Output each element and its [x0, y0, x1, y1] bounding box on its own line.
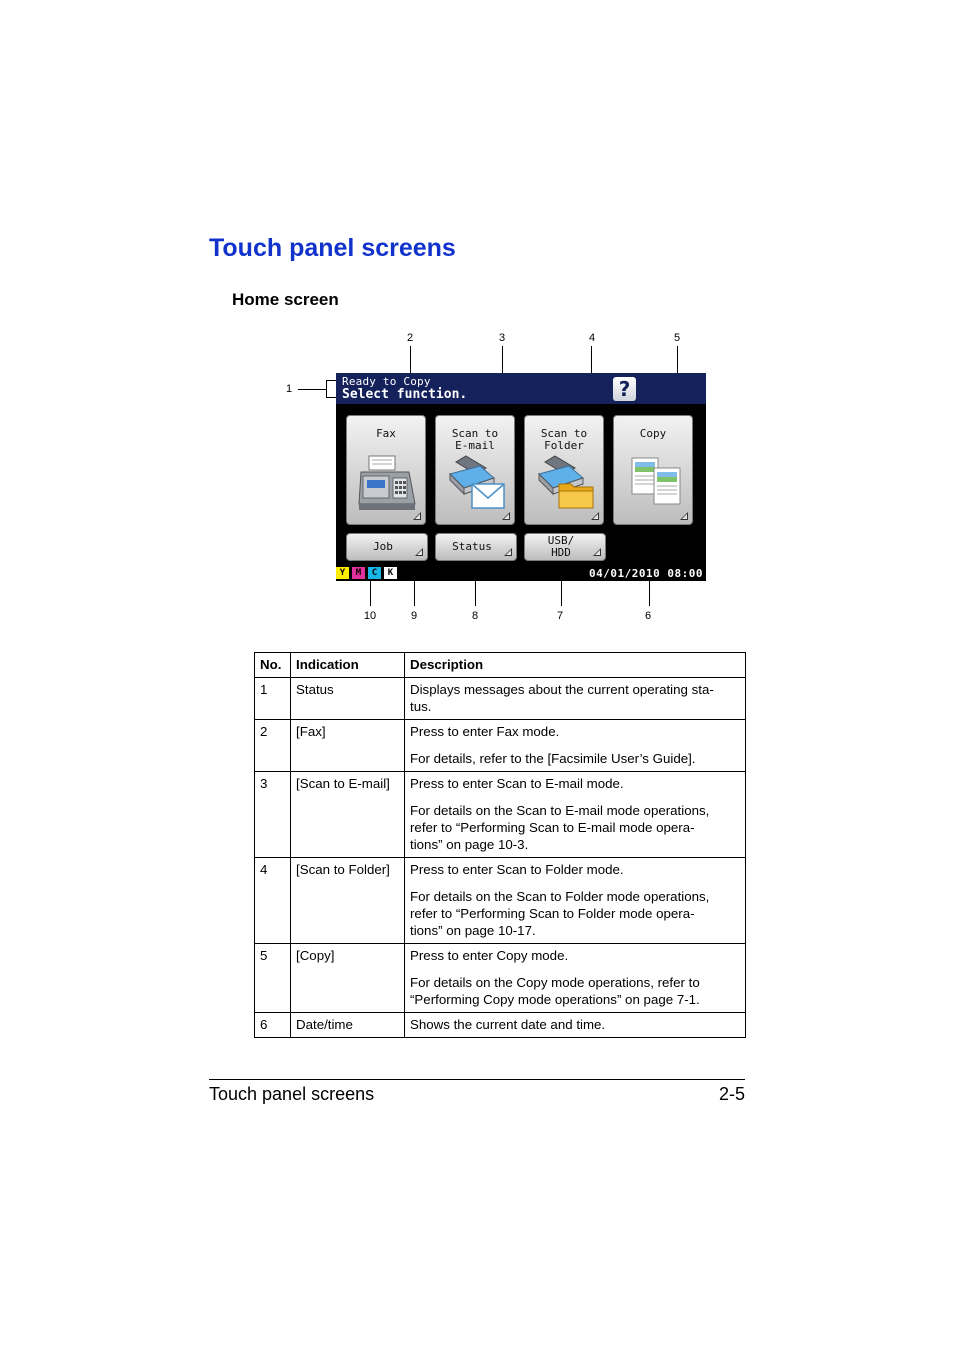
- callout-4: 4: [588, 332, 596, 344]
- table-row: [255, 1013, 746, 1038]
- date-time-display: 04/01/2010 08:00: [589, 567, 703, 580]
- help-button[interactable]: ?: [613, 377, 636, 401]
- usb-hdd-button-label: USB/ HDD: [547, 534, 575, 559]
- description-text: For details on the Copy mode operations, refer to “Performing Copy mode operations” on page 7-1.: [410, 975, 700, 1007]
- scan-to-folder-button[interactable]: [524, 415, 604, 525]
- indication-table: [254, 652, 746, 1038]
- row-description: [405, 944, 746, 1013]
- description-text: For details, refer to the [Facsimile User’s Guide].: [410, 751, 696, 766]
- toner-level-indicator: [336, 567, 400, 581]
- copy-button-label: Copy: [639, 427, 667, 440]
- status-line-1: Ready to Copy: [342, 375, 431, 388]
- fax-machine-icon: [357, 454, 419, 512]
- footer-divider: [209, 1079, 745, 1080]
- scan-to-email-label: Scan to E-mail: [451, 427, 499, 452]
- row-indication: [Scan to Folder]: [291, 858, 405, 944]
- submenu-corner-icon: [502, 512, 510, 520]
- column-header: No.: [255, 653, 291, 678]
- toner-y: Y: [336, 567, 349, 579]
- scanner-folder-icon: [535, 454, 597, 512]
- row-indication: [Scan to E-mail]: [291, 772, 405, 858]
- status-button-label: Status: [452, 540, 492, 553]
- leader-line: [298, 389, 326, 390]
- description-text: For details on the Scan to E-mail mode operations, refer to “Performing Scan to E-mail mode opera- tions” on page 10-3.: [410, 803, 710, 852]
- table-row: [255, 944, 746, 1013]
- touch-panel-screen: [336, 373, 706, 581]
- row-number: 5: [255, 944, 291, 1013]
- row-description: [405, 678, 746, 720]
- submenu-corner-icon: [504, 548, 512, 556]
- scanner-envelope-icon: [446, 454, 508, 512]
- copy-documents-icon: [624, 454, 686, 512]
- page-title: Touch panel screens: [209, 234, 456, 262]
- page-number: 2-5: [718, 1084, 745, 1104]
- callout-5: 5: [673, 332, 681, 344]
- callout-9: 9: [410, 610, 418, 622]
- description-text: Displays messages about the current operating sta- tus.: [410, 682, 714, 714]
- description-text: Press to enter Copy mode.: [410, 948, 569, 963]
- copy-button[interactable]: [613, 415, 693, 525]
- job-button-label: Job: [373, 540, 393, 553]
- table-row: [255, 772, 746, 858]
- callout-1: 1: [285, 383, 293, 395]
- fax-button[interactable]: [346, 415, 426, 525]
- fax-button-label: Fax: [376, 427, 396, 440]
- row-number: 2: [255, 720, 291, 772]
- description-text: Shows the current date and time.: [410, 1017, 606, 1032]
- description-text: Press to enter Fax mode.: [410, 724, 560, 739]
- table-row: [255, 720, 746, 772]
- toner-c: C: [368, 567, 381, 579]
- row-description: [405, 720, 746, 772]
- description-text: Press to enter Scan to E-mail mode.: [410, 776, 624, 791]
- callout-6: 6: [644, 610, 652, 622]
- row-number: 3: [255, 772, 291, 858]
- callout-7: 7: [556, 610, 564, 622]
- row-description: [405, 772, 746, 858]
- row-number: 1: [255, 678, 291, 720]
- submenu-corner-icon: [593, 548, 601, 556]
- job-button[interactable]: [346, 533, 428, 561]
- table-row: [255, 678, 746, 720]
- callout-3: 3: [498, 332, 506, 344]
- callout-2: 2: [406, 332, 414, 344]
- row-number: 6: [255, 1013, 291, 1038]
- submenu-corner-icon: [591, 512, 599, 520]
- usb-hdd-button[interactable]: [524, 533, 606, 561]
- status-line-2: Select function.: [342, 387, 468, 402]
- table-header-row: [255, 653, 746, 678]
- submenu-corner-icon: [413, 512, 421, 520]
- row-indication: [Fax]: [291, 720, 405, 772]
- column-header: Description: [405, 653, 746, 678]
- row-description: [405, 1013, 746, 1038]
- row-indication: Status: [291, 678, 405, 720]
- row-indication: Date/time: [291, 1013, 405, 1038]
- row-number: 4: [255, 858, 291, 944]
- toner-m: M: [352, 567, 365, 579]
- scan-to-folder-label: Scan to Folder: [540, 427, 588, 452]
- status-button[interactable]: [435, 533, 517, 561]
- toner-k: K: [384, 567, 397, 579]
- callout-10: 10: [363, 610, 377, 622]
- table-row: [255, 858, 746, 944]
- submenu-corner-icon: [680, 512, 688, 520]
- section-title: Home screen: [232, 290, 339, 309]
- description-text: Press to enter Scan to Folder mode.: [410, 862, 624, 877]
- bracket: [326, 380, 336, 398]
- description-text: For details on the Scan to Folder mode operations, refer to “Performing Scan to Folder mode opera- tions” on page 10-17.: [410, 889, 710, 938]
- submenu-corner-icon: [415, 548, 423, 556]
- footer-section-title: Touch panel screens: [209, 1084, 375, 1104]
- column-header: Indication: [291, 653, 405, 678]
- row-description: [405, 858, 746, 944]
- status-message-bar: [336, 373, 706, 404]
- row-indication: [Copy]: [291, 944, 405, 1013]
- callout-8: 8: [471, 610, 479, 622]
- scan-to-email-button[interactable]: [435, 415, 515, 525]
